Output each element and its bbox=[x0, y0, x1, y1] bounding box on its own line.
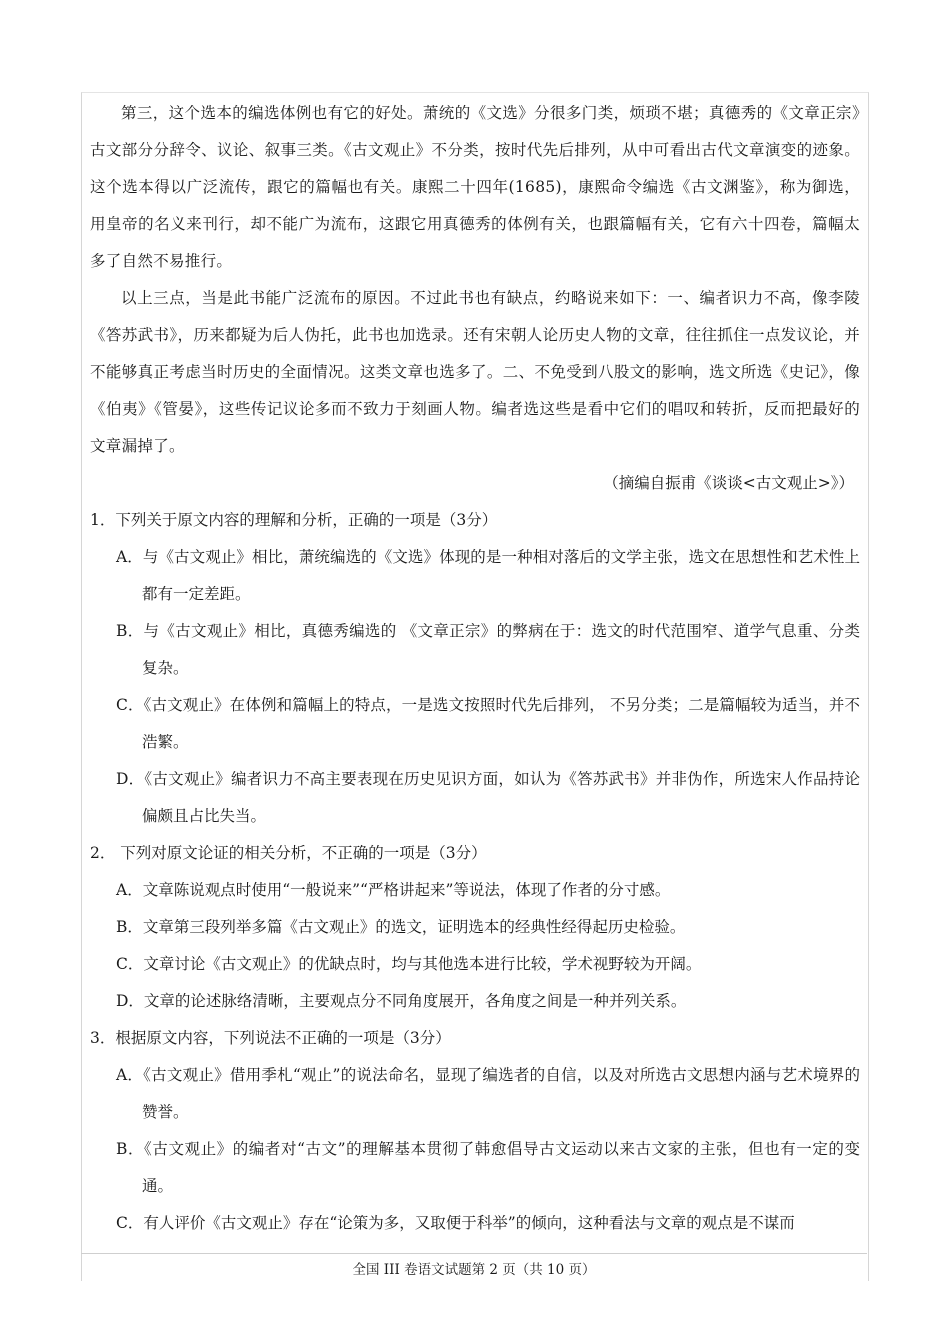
question-3 bbox=[90, 1020, 860, 1242]
option-d: D．《古文观止》编者识力不高主要表现在历史见识方面，如认为《答苏武书》并非伪作，所选宋人作品持论偏颇且占比失当。 bbox=[116, 770, 860, 825]
option-b: B．《古文观止》的编者对“古文”的理解基本贯彻了韩愈倡导古文运动以来古文家的主张，但也有一定的变通。 bbox=[116, 1140, 860, 1195]
option-a: A．文章陈说观点时使用“一般说来”“严格讲起来”等说法，体现了作者的分寸感。 bbox=[116, 881, 671, 899]
option-c: C．有人评价《古文观止》存在“论策为多，又取便于科举”的倾向，这种看法与文章的观点是不谋而 bbox=[116, 1214, 795, 1232]
page-footer: 全国 III 卷语文试题第 2 页（共 10 页） bbox=[81, 1253, 867, 1278]
option-c: C．《古文观止》在体例和篇幅上的特点，一是选文按照时代先后排列， 不另分类；二是篇幅较为适当，并不浩繁。 bbox=[116, 696, 860, 751]
question-1 bbox=[90, 502, 860, 835]
option-a: A．《古文观止》借用季札“观止”的说法命名，显现了编选者的自信，以及对所选古文思想内涵与艺术境界的赞誉。 bbox=[116, 1066, 860, 1121]
option-b: B．与《古文观止》相比，真德秀编选的 《文章正宗》的弊病在于：选文的时代范围窄、道学气息重、分类复杂。 bbox=[116, 622, 860, 677]
passage-paragraph-3: 第三，这个选本的编选体例也有它的好处。萧统的《文选》分很多门类，烦琐不堪；真德秀的《文章正宗》古文部分分辞令、议论、叙事三类。《古文观止》不分类，按时代先后排列，从中可看出古代文章演变的迹象。这个选本得以广泛流传，跟它的篇幅也有关。康熙二十四年(1685)，康熙命令编选《古文渊鉴》，称为御选，用皇帝的名义来刊行，却不能广为流布，这跟它用真德秀的体例有关，也跟篇幅有关，它有六十四卷，篇幅太多了自然不易推行。 bbox=[90, 104, 860, 270]
option-a: A．与《古文观止》相比，萧统编选的《文选》体现的是一种相对落后的文学主张，选文在思想性和艺术性上都有一定差距。 bbox=[116, 548, 860, 603]
passage-paragraph-4: 以上三点，当是此书能广泛流布的原因。不过此书也有缺点，约略说来如下：一、编者识力不高，像李陵《答苏武书》，历来都疑为后人伪托，此书也加选录。还有宋朝人论历史人物的文章，往往抓住一点发议论，并不能够真正考虑当时历史的全面情况。这类文章也选多了。二、不免受到八股文的影响，选文所选《史记》，像《伯夷》《管晏》，这些传记议论多而不致力于刻画人物。编者选这些是看中它们的唱叹和转折，反而把最好的文章漏掉了。 bbox=[90, 289, 860, 455]
document-content bbox=[90, 95, 860, 1242]
question-stem: 1．下列关于原文内容的理解和分析，正确的一项是（3分） bbox=[90, 511, 498, 529]
option-b: B．文章第三段列举多篇《古文观止》的选文，证明选本的经典性经得起历史检验。 bbox=[116, 918, 686, 936]
option-d: D．文章的论述脉络清晰，主要观点分不同角度展开，各角度之间是一种并列关系。 bbox=[116, 992, 687, 1010]
passage-source: （摘编自振甫《谈谈<古文观止>》） bbox=[603, 474, 854, 492]
question-2 bbox=[90, 835, 860, 1020]
question-stem: 2． 下列对原文论证的相关分析，不正确的一项是（3分） bbox=[90, 844, 487, 862]
question-stem: 3．根据原文内容，下列说法不正确的一项是（3分） bbox=[90, 1029, 451, 1047]
option-c: C．文章讨论《古文观止》的优缺点时，均与其他选本进行比较，学术视野较为开阔。 bbox=[116, 955, 702, 973]
